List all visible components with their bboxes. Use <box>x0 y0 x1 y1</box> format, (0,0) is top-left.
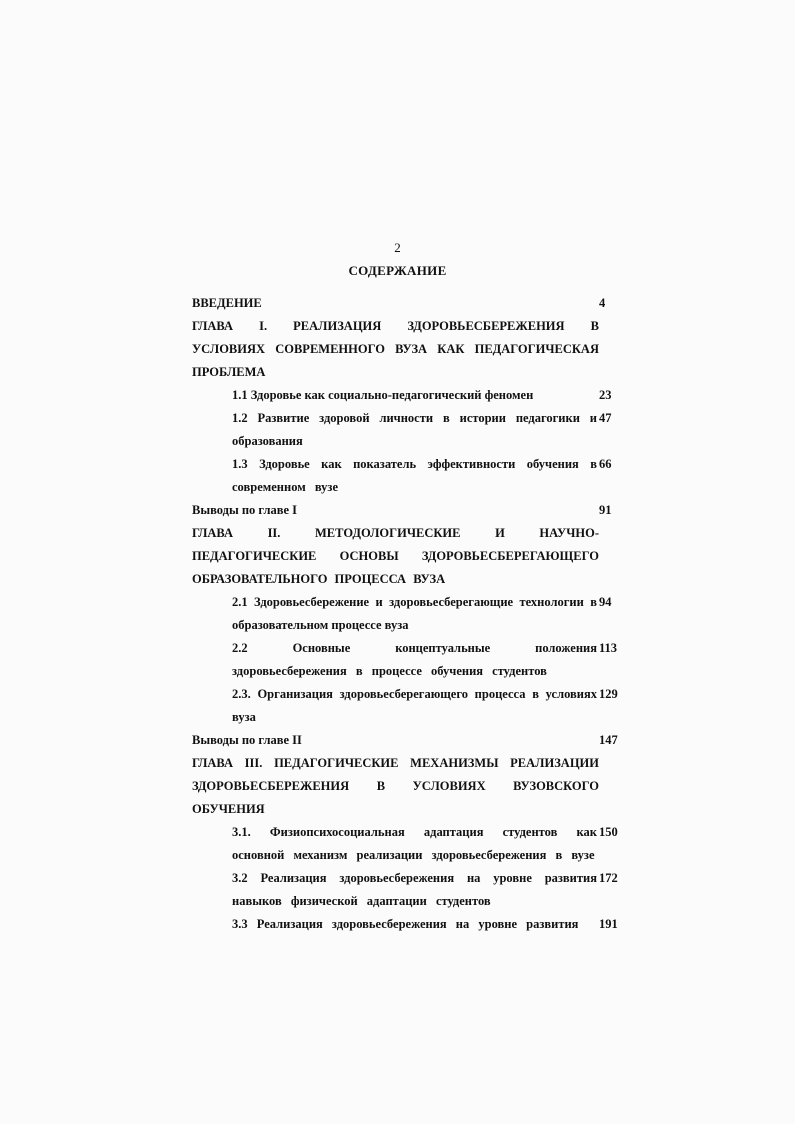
toc-entry-1-3[interactable] <box>232 453 629 499</box>
toc-entry-text: ГЛАВА I. РЕАЛИЗАЦИЯ ЗДОРОВЬЕСБЕРЕЖЕНИЯ В УСЛОВИЯХ СОВРЕМЕННОГО ВУЗА КАК ПЕДАГОГИЧЕСКАЯ ПРОБЛЕМА <box>192 319 599 379</box>
toc-entry-2-3[interactable] <box>232 683 629 729</box>
toc-entry-text: 2.3. Организация здоровьесберегающего процесса в условиях вуза <box>232 687 597 724</box>
toc-entry-text: Выводы по главе I <box>192 503 298 517</box>
toc-entry-page: 66 <box>599 457 612 471</box>
toc-entry-page: 150 <box>599 825 618 839</box>
toc-entry-text: 1.1 Здоровье как социально-педагогический феномен <box>232 388 534 402</box>
toc-entry-page: 191 <box>599 917 618 931</box>
toc-entry-text: 3.2 Реализация здоровьесбережения на уровне развития навыков физической адаптации студентов <box>232 871 597 908</box>
toc-entry-text: Выводы по главе II <box>192 733 302 747</box>
toc-entry-text: ГЛАВА III. ПЕДАГОГИЧЕСКИЕ МЕХАНИЗМЫ РЕАЛИЗАЦИИ ЗДОРОВЬЕСБЕРЕЖЕНИЯ В УСЛОВИЯХ ВУЗОВСКОГО ОБУЧЕНИЯ <box>192 756 599 816</box>
toc-entry-intro[interactable] <box>192 292 629 315</box>
toc-entry-text: 1.3 Здоровье как показатель эффективности обучения в современном вузе <box>232 457 597 494</box>
toc-entry-page: 147 <box>599 733 618 747</box>
toc-entry-3-1[interactable] <box>232 821 629 867</box>
toc-entry-2-2[interactable] <box>232 637 629 683</box>
toc-entry-chapter-3[interactable] <box>192 752 629 821</box>
page-title: СОДЕРЖАНИЕ <box>348 263 447 278</box>
table-of-contents <box>192 292 629 936</box>
toc-entry-conclusions-2[interactable] <box>192 729 629 752</box>
toc-entry-text: 2.1 Здоровьесбережение и здоровьесберегающие технологии в образовательном процессе вуза <box>232 595 597 632</box>
toc-entry-text: ВВЕДЕНИЕ <box>192 296 262 310</box>
toc-entry-page: 172 <box>599 871 618 885</box>
toc-entry-page: 94 <box>599 595 612 609</box>
toc-entry-3-2[interactable] <box>232 867 629 913</box>
toc-entry-page: 113 <box>599 641 618 655</box>
toc-entry-text: 3.1. Физиопсихосоциальная адаптация студентов как основной механизм реализации здоровьесбережения в вузе <box>232 825 597 862</box>
toc-entry-1-1[interactable] <box>232 384 629 407</box>
toc-entry-chapter-2[interactable] <box>192 522 629 591</box>
toc-entry-page: 47 <box>599 411 612 425</box>
toc-entry-3-3[interactable] <box>232 913 629 936</box>
toc-entry-1-2[interactable] <box>232 407 629 453</box>
toc-entry-chapter-1[interactable] <box>192 315 629 384</box>
toc-entry-text: 3.3 Реализация здоровьесбережения на уровне развития <box>232 917 579 931</box>
toc-entry-page: 91 <box>599 503 612 517</box>
toc-entry-page: 129 <box>599 687 618 701</box>
page-number: 2 <box>394 240 401 255</box>
toc-entry-page: 4 <box>599 296 606 310</box>
toc-entry-text: 1.2 Развитие здоровой личности в истории педагогики и образования <box>232 411 597 448</box>
toc-entry-page: 23 <box>599 388 612 402</box>
toc-entry-2-1[interactable] <box>232 591 629 637</box>
toc-entry-text: 2.2 Основные концептуальные положения здоровьесбережения в процессе обучения студентов <box>232 641 597 678</box>
toc-entry-text: ГЛАВА II. МЕТОДОЛОГИЧЕСКИЕ И НАУЧНО-ПЕДАГОГИЧЕСКИЕ ОСНОВЫ ЗДОРОВЬЕСБЕРЕГАЮЩЕГО ОБРАЗОВАТЕЛЬНОГО ПРОЦЕССА ВУЗА <box>192 526 599 586</box>
toc-entry-conclusions-1[interactable] <box>192 499 629 522</box>
